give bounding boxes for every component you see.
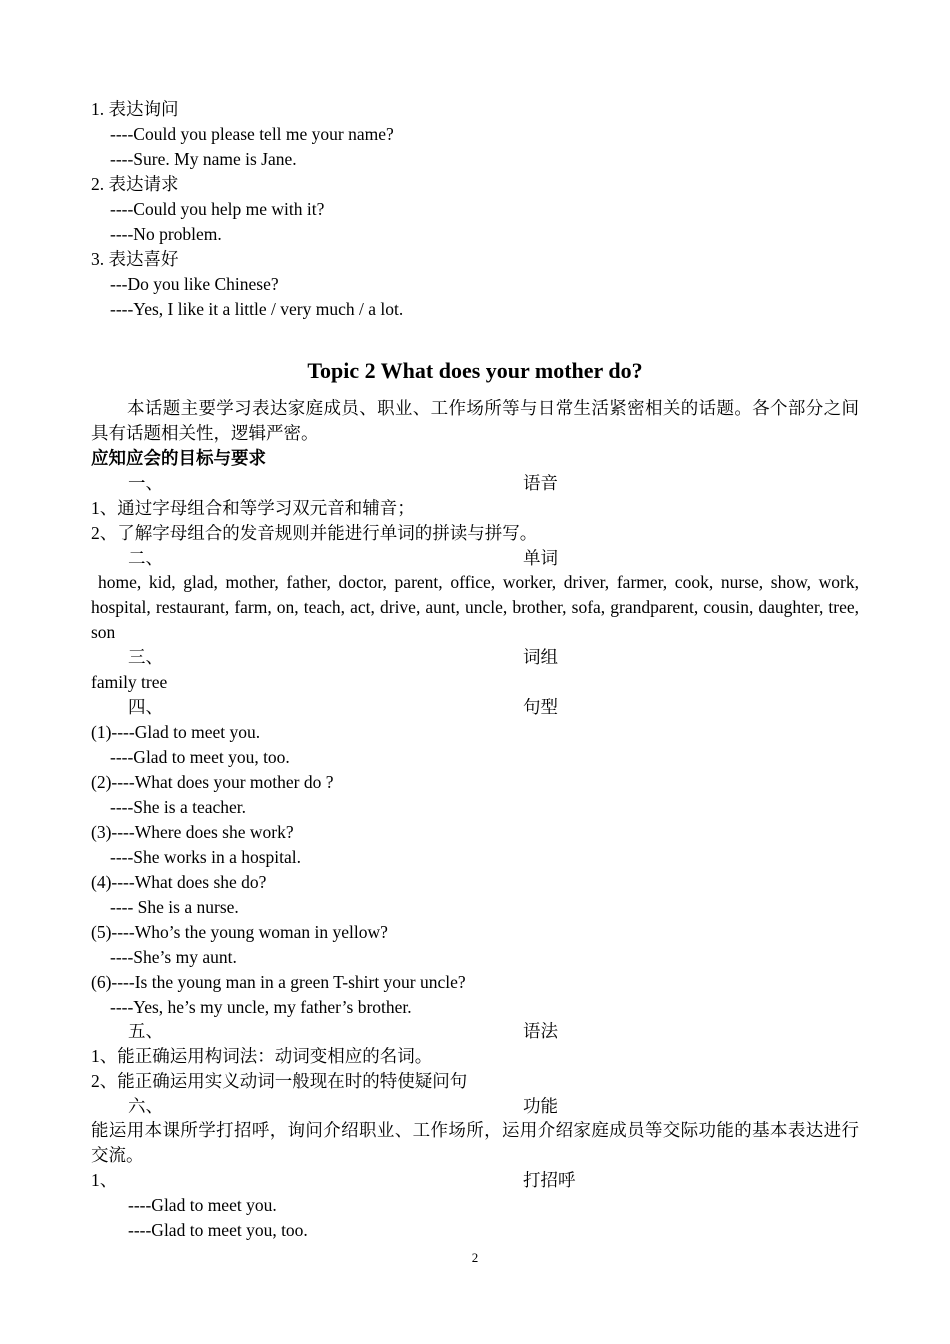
function-1-question: ----Glad to meet you. xyxy=(128,1195,277,1215)
function-description: 能运用本课所学打招呼，询问介绍职业、工作场所，运用介绍家庭成员等交际功能的基本表达进行交流。 xyxy=(91,1120,859,1165)
sentence-1-question: (1)----Glad to meet you. xyxy=(91,722,261,742)
item-2-heading: 2. 表达请求 xyxy=(91,174,179,194)
section-5-line-2: 2、能正确运用实义动词一般现在时的特使疑问句 xyxy=(91,1071,468,1091)
item-3-heading: 3. 表达喜好 xyxy=(91,249,179,269)
function-1-label: 打招呼 xyxy=(523,1170,576,1190)
sentence-5-question: (5)----Who’s the young woman in yellow? xyxy=(91,922,388,942)
section-1-line-1: 1、通过字母组合和等学习双元音和辅音； xyxy=(91,498,415,518)
section-5-label: 语法 xyxy=(523,1021,558,1041)
section-3-number: 三、 xyxy=(128,647,163,667)
sentence-6-question: (6)----Is the young man in a green T-shirt your uncle? xyxy=(91,972,466,992)
sentence-4-question: (4)----What does she do? xyxy=(91,872,267,892)
item-1-answer: ----Sure. My name is Jane. xyxy=(110,149,297,169)
section-2-label: 单词 xyxy=(523,548,558,568)
item-2-answer: ----No problem. xyxy=(110,224,222,244)
section-2-number: 二、 xyxy=(128,548,163,568)
function-1-number: 1、 xyxy=(91,1170,118,1190)
section-5-line-1: 1、能正确运用构词法：动词变相应的名词。 xyxy=(91,1046,433,1066)
goals-heading: 应知应会的目标与要求 xyxy=(91,448,266,468)
section-4-number: 四、 xyxy=(128,697,163,717)
sentence-2-answer: ----She is a teacher. xyxy=(110,797,247,817)
item-1-question: ----Could you please tell me your name? xyxy=(110,124,394,144)
page-number: 2 xyxy=(471,1250,479,1265)
sentence-1-answer: ----Glad to meet you, too. xyxy=(110,747,290,767)
sentence-5-answer: ----She’s my aunt. xyxy=(110,947,237,967)
item-3-answer: ----Yes, I like it a little / very much / a lot. xyxy=(110,299,404,319)
item-2-question: ----Could you help me with it? xyxy=(110,199,325,219)
section-6-number: 六、 xyxy=(128,1096,163,1116)
topic-intro: 本话题主要学习表达家庭成员、职业、工作场所等与日常生活紧密相关的话题。各个部分之间具有话题相关性，逻辑严密。 xyxy=(91,398,859,443)
section-3-label: 词组 xyxy=(523,647,558,667)
sentence-3-answer: ----She works in a hospital. xyxy=(110,847,302,867)
sentence-3-question: (3)----Where does she work? xyxy=(91,822,294,842)
section-4-label: 句型 xyxy=(523,697,558,717)
sentence-4-answer: ---- She is a nurse. xyxy=(110,897,239,917)
section-1-line-2: 2、了解字母组合的发音规则并能进行单词的拼读与拼写。 xyxy=(91,523,538,543)
item-1-heading: 1. 表达询问 xyxy=(91,99,179,119)
topic-title: Topic 2 What does your mother do? xyxy=(307,358,643,383)
function-1-answer: ----Glad to meet you, too. xyxy=(128,1220,308,1240)
item-3-question: ---Do you like Chinese? xyxy=(110,274,279,294)
word-list: home, kid, glad, mother, father, doctor, parent, office, worker, driver, farmer, cook, nurse, show, work, hospital, restaurant, farm, on, teach, act, drive, aunt, uncle, brother, sofa, grandparent, cousin, daughter, tree, son xyxy=(91,572,859,642)
phrase-family-tree: family tree xyxy=(91,672,168,692)
sentence-6-answer: ----Yes, he’s my uncle, my father’s brother. xyxy=(110,997,412,1017)
sentence-2-question: (2)----What does your mother do ? xyxy=(91,772,334,792)
section-1-label: 语音 xyxy=(523,473,558,493)
section-1-number: 一、 xyxy=(128,473,163,493)
section-5-number: 五、 xyxy=(128,1021,163,1041)
section-6-label: 功能 xyxy=(523,1096,558,1116)
